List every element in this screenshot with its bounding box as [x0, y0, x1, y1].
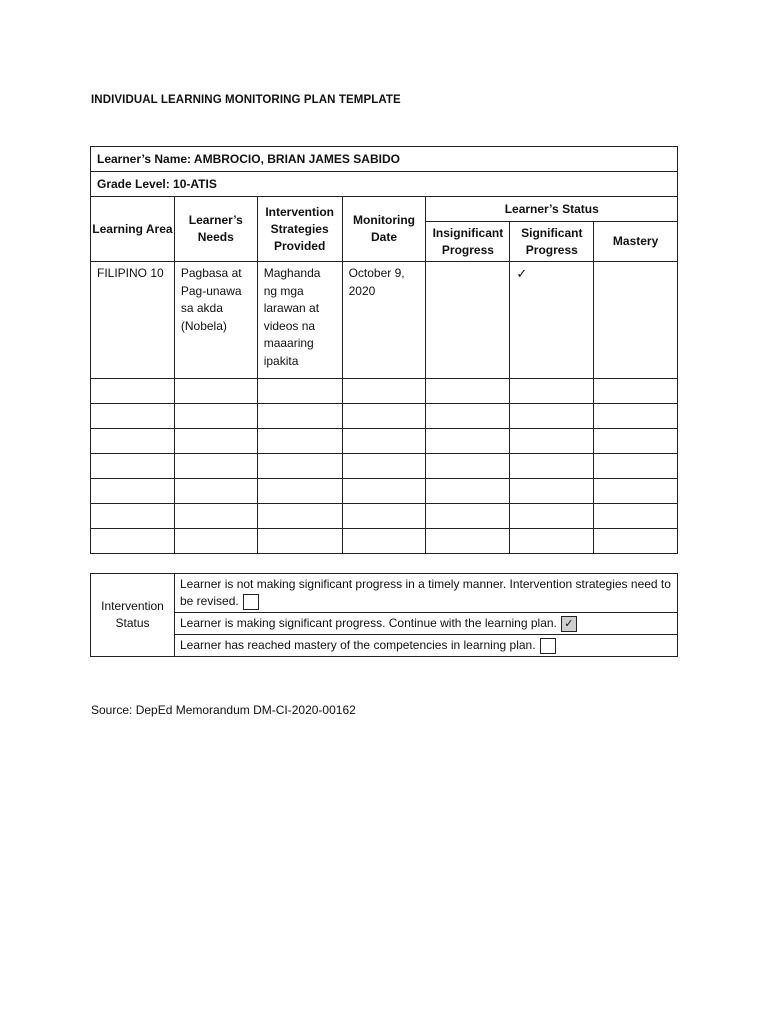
status-option-text: Learner is not making significant progress in a timely manner. Intervention strategies need to be revised.: [180, 577, 671, 608]
status-option-text: Learner is making significant progress. Continue with the learning plan.: [180, 616, 557, 630]
header-monitoring-date: Monitoring Date: [342, 197, 426, 262]
cell-needs: Pagbasa at Pag-unawa sa akda (Nobela): [174, 262, 257, 379]
status-option-revise: [175, 574, 678, 613]
grade-level: Grade Level: 10-ATIS: [91, 172, 678, 197]
checkbox-revise[interactable]: [243, 594, 259, 610]
table-row: [91, 404, 678, 429]
table-row: [91, 379, 678, 404]
header-learners-status: Learner’s Status: [426, 197, 678, 222]
checkbox-mastery[interactable]: [540, 638, 556, 654]
table-row: [91, 262, 678, 379]
table-row: [91, 504, 678, 529]
intervention-status-label: Intervention Status: [91, 574, 175, 657]
header-learners-needs: Learner’s Needs: [174, 197, 257, 262]
table-row: [91, 429, 678, 454]
cell-date: October 9, 2020: [342, 262, 426, 379]
table-row: [91, 454, 678, 479]
header-learning-area: Learning Area: [91, 197, 175, 262]
page-title: INDIVIDUAL LEARNING MONITORING PLAN TEMPLATE: [91, 94, 401, 106]
header-insignificant-progress: Insignificant Progress: [426, 222, 510, 262]
cell-strategies: Maghanda ng mga larawan at videos na maaaring ipakita: [257, 262, 342, 379]
status-option-text: Learner has reached mastery of the competencies in learning plan.: [180, 638, 536, 652]
status-option-mastery: [175, 635, 678, 657]
learner-name: Learner’s Name: AMBROCIO, BRIAN JAMES SABIDO: [91, 147, 678, 172]
intervention-status-table: [90, 573, 678, 657]
monitoring-plan-table: [90, 146, 678, 554]
status-option-continue: [175, 613, 678, 635]
header-mastery: Mastery: [594, 222, 678, 262]
cell-learning-area: FILIPINO 10: [91, 262, 175, 379]
header-intervention-strategies: Intervention Strategies Provided: [257, 197, 342, 262]
checkbox-continue[interactable]: ✓: [561, 616, 577, 632]
table-row: [91, 479, 678, 504]
table-row: [91, 529, 678, 554]
cell-significant-check: ✓: [510, 262, 594, 379]
cell-insignificant: [426, 262, 510, 379]
header-significant-progress: Significant Progress: [510, 222, 594, 262]
cell-mastery: [594, 262, 678, 379]
source-citation: Source: DepEd Memorandum DM-CI-2020-00162: [91, 703, 356, 717]
